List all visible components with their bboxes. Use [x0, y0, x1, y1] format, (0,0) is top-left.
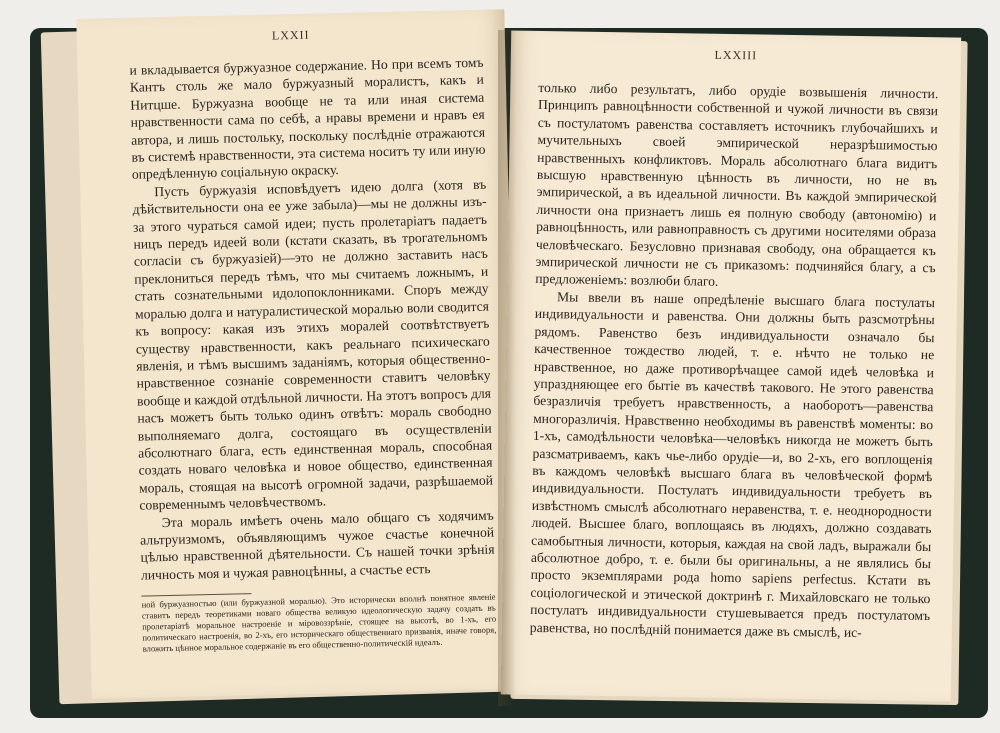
page-number: LXXII — [271, 27, 310, 43]
paragraph: только либо результатъ, либо орудіе возвышенія личности. Принципъ равноцѣнности собственной и чужой личности въ связи съ постулатомъ равенства составляетъ источникъ глубочайшихъ и мучительныхъ своей эмпирической неразрѣшимостью нравственныхъ конфликтовъ. Мораль абсолютнаго блага видитъ высшую нравственную цѣнность въ личности, но не въ эмпирической, а въ идеальной личности. Въ каждой эмпирической личности она признаетъ лишь ея полную свободу (автономію) и равноцѣнность, или равноправность съ другими носителями образа человѣческаго. Безусловно признавая свободу, она обращается къ эмпирической личности не съ приказомъ: подчиняйся благу, а съ предложеніемъ: возлюби благо. — [535, 79, 939, 290]
footnote-rule — [141, 593, 251, 596]
right-page — [501, 31, 961, 702]
paragraph: Мы ввели въ наше опредѣленіе высшаго блага постулаты индивидуальности и равенства. Они должны быть разсмотрѣны рядомъ. Равенство безъ индивидуальности означало бы качественное тождество людей, т. е. нѣчто не только не нравственное, но даже противорѣчащее самой идеѣ человѣка и упраздняющее его бытіе въ качествѣ такового. Не этого равенства безразличія требуетъ нравственность, а наоборотъ—равенства многоразличія. Нравственно необходимы въ равенствѣ моменты: во 1-хъ, самодѣльности человѣка—человѣкъ никогда не можетъ быть разсматриваемъ, какъ чье-либо орудіе—и, во 2-хъ, его воплощенія въ каждомъ человѣкѣ высшаго блага въ человѣческой формѣ индивидуальности. Постулатъ индивидуальности требуетъ въ извѣстномъ смыслѣ абсолютнаго неравенства, т. е. неоднородности людей. Высшее благо, воплощаясь въ людяхъ, должно создавать самобытныя личности, которыя, каждая на свой ладъ, выражали бы абсолютное добро, т. е. были бы оригинальны, а не являлись бы просто экземплярами рода homo sapiens perfectus. Кстати въ соціологической и этической доктринѣ г. Михайловскаго не только постулатъ индивидуальности стушевывается предъ постулатомъ равенства, но послѣдній понимается даже въ смыслѣ, ис- — [529, 289, 936, 640]
page-number: LXXIII — [714, 47, 758, 63]
page-body — [530, 79, 939, 642]
paragraph: Эта мораль имѣетъ очень мало общаго съ ходячимъ альтруизмомъ, объявляющимъ чужое счастье конечной цѣлью нравственной дѣятельности. Съ нашей точки зрѣнія личность моя и чужая равноцѣнны, а счастье есть — [140, 507, 495, 583]
book-gutter — [498, 30, 516, 706]
paragraph: Пусть буржуазія исповѣдуетъ идею долга (хотя въ дѣйствительности она ее уже забыла)—мы не должны изъ-за этого чураться самой идеи; пусть пролетаріатъ падаетъ ницъ передъ идеей воли (кстати сказать, въ трогательномъ согласіи съ буржуазіей)—это не должно заставить насъ преклониться передъ тѣмъ, что мы считаемъ ложнымъ, и стать сознательными идолопоклонниками. Споръ между моралью долга и натуралистической моралью воли сводится къ вопросу: какая изъ этихъ моралей соотвѣтствуетъ существу нравственности, какъ реальнаго психическаго явленія, и тѣмъ высшимъ заданіямъ, которыя общественно-нравственное сознаніе современности ставитъ человѣку вообще и каждой отдѣльной личности. На этотъ вопросъ для насъ можетъ быть только одинъ отвѣтъ: мораль свободно выполняемаго долга, состоящаго въ осуществленіи абсолютнаго блага, есть единственная мораль, способная создать новаго человѣка и новое общество, единственная мораль, стоящая на высотѣ огромной задачи, разрѣшаемой современнымъ человѣчествомъ. — [132, 176, 494, 513]
left-page — [76, 9, 519, 699]
paragraph: и вкладывается буржуазное содержание. Но при всемъ томъ Кантъ столь же мало буржуазный моралистъ, какъ и Нитцше. Буржуазна вообще не та или иная система нравственности сама по себѣ, а нравы времени и нравъ ея автора, и лишь постольку, поскольку послѣдніе отражаются въ системѣ нравственности, эта система носитъ ту или иную опредѣленную соціальную окраску. — [129, 54, 486, 183]
page-body — [129, 54, 495, 584]
footnote: ной буржуазностью (или буржуазной моралью). Это исторически вполнѣ понятное явленіе ставитъ передъ теоретиками новаго общества великую идеологическую задачу создать въ пролетаріатѣ моральное настроеніе и міровоззрѣніе, стоящее на высотѣ, во 1-хъ, его политическаго настроенія, во 2-хъ, его историческаго общественнаго призванія, иначе говоря, вложить цѣнное моральное содержаніе въ его общественно-политическій идеалъ. — [141, 591, 497, 654]
